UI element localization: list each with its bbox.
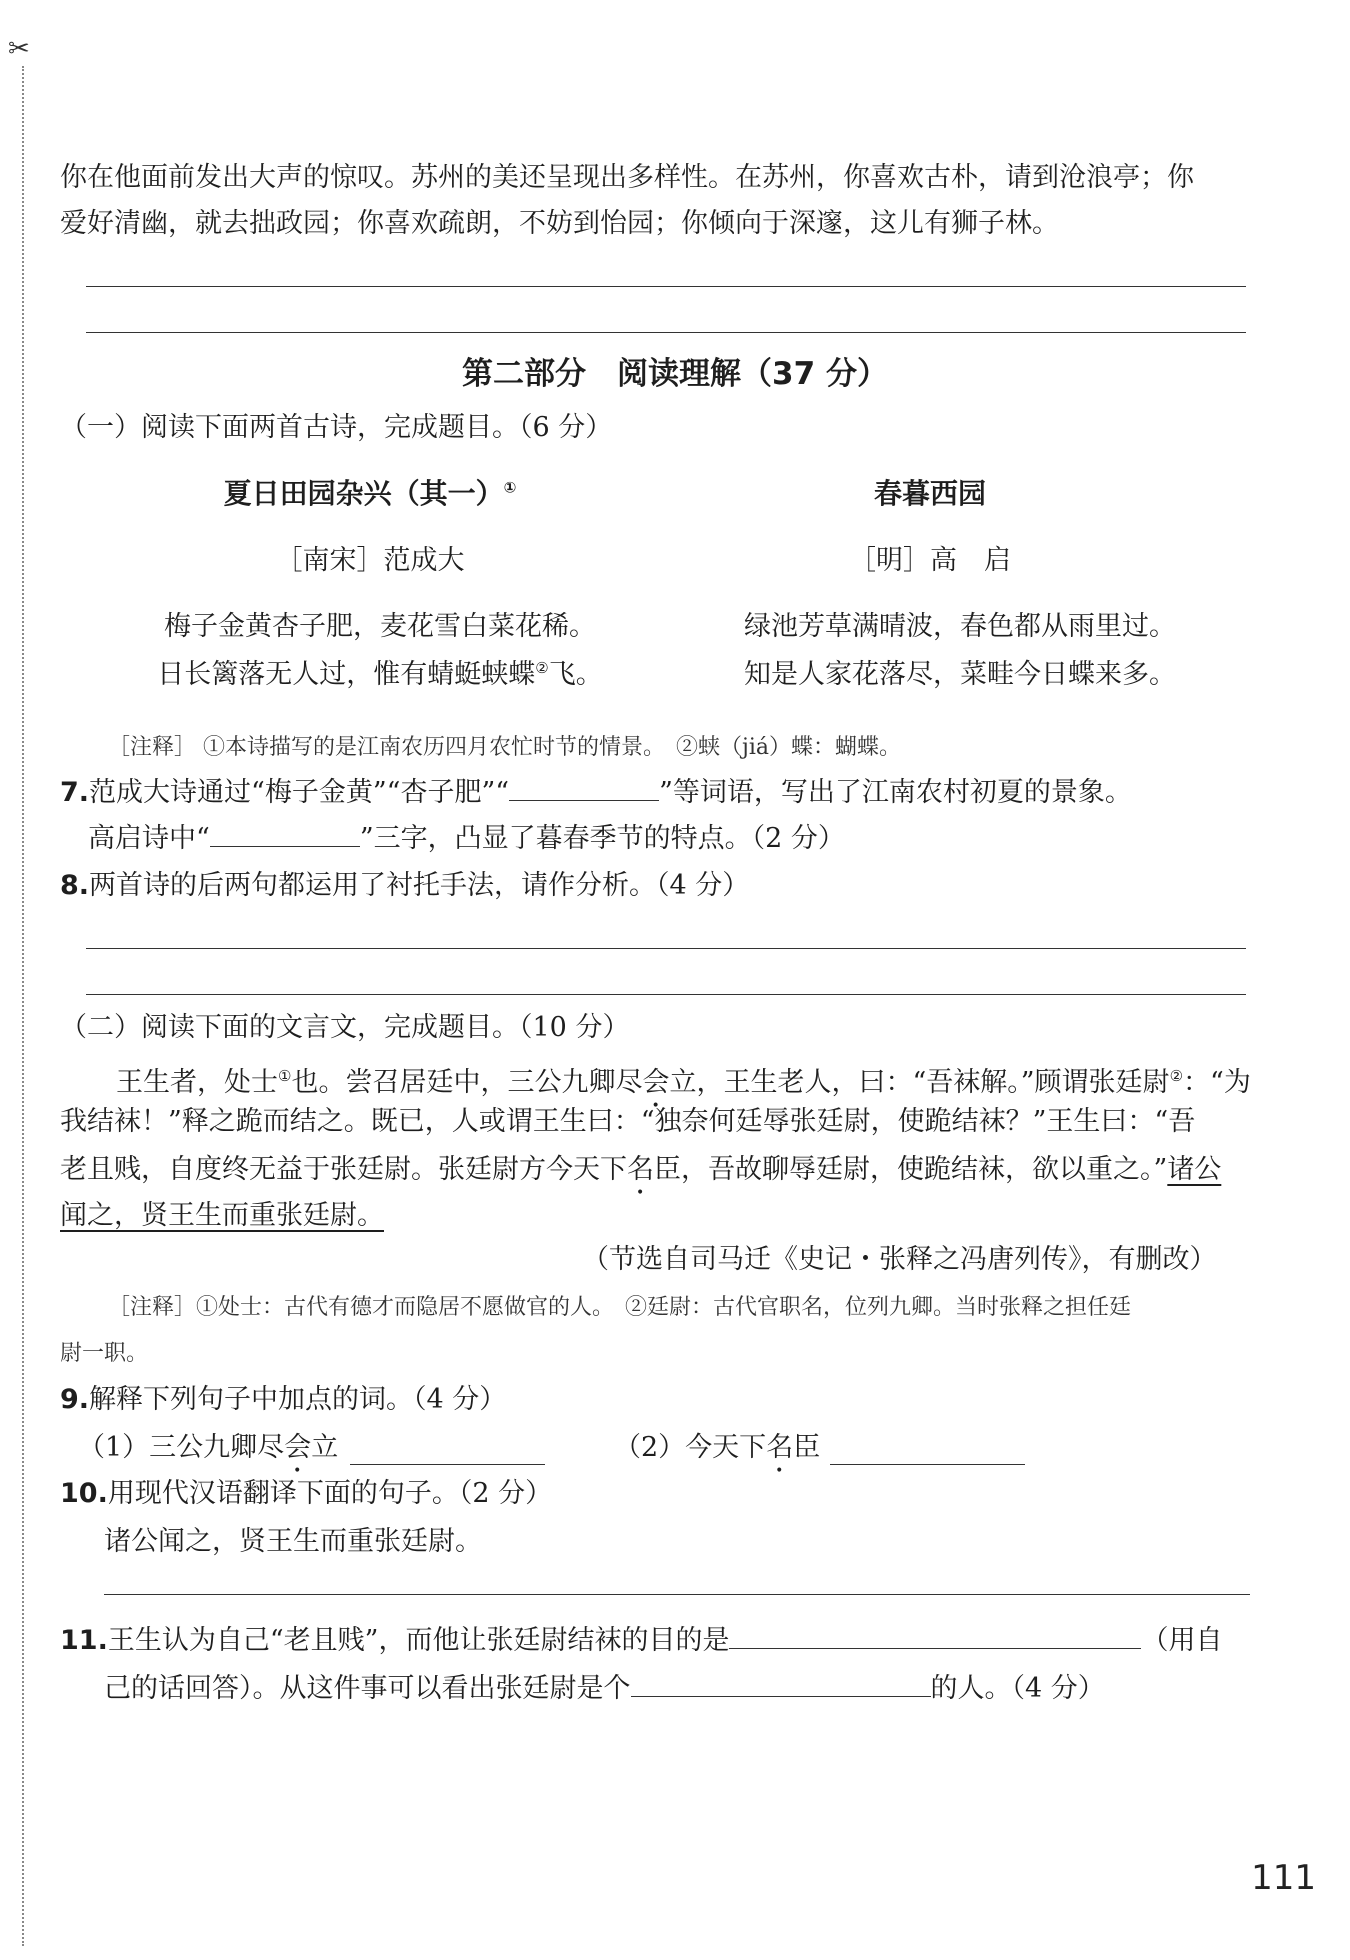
passage-line-1: 王生者，处士①也。尝召居廷中，三公九卿尽会立，王生老人，曰：“吾袜解。”顾谓张廷尉②：“为	[116, 1067, 1251, 1098]
part1-note: ［注释］ ①本诗描写的是江南农历四月农忙时节的情景。 ②蛱（jiá）蝶：蝴蝶。	[108, 735, 901, 760]
question-9: 9.解释下列句子中加点的词。（4 分）	[60, 1384, 507, 1415]
q10-number: 10.	[60, 1478, 108, 1509]
answer-line[interactable]	[86, 948, 1246, 949]
page-number: 111	[1251, 1858, 1316, 1898]
scissors-icon: ✂	[8, 34, 30, 64]
answer-line[interactable]	[86, 286, 1246, 287]
answer-line[interactable]	[86, 994, 1246, 995]
q9-blank-2[interactable]	[830, 1436, 1025, 1465]
poem1-line-2: 日长篱落无人过，惟有蜻蜓蛱蝶②飞。	[157, 659, 603, 690]
q11-blank-2[interactable]	[631, 1668, 931, 1697]
passage-line-4: 闻之，贤王生而重张廷尉。	[60, 1200, 384, 1231]
passage-line-2: 我结袜！”释之跪而结之。既已，人或谓王生曰：“独奈何廷辱张廷尉，使跪结袜？”王生曰：“吾	[60, 1106, 1196, 1137]
part2-note-2: 尉一职。	[60, 1341, 149, 1366]
q9-number: 9.	[60, 1384, 90, 1415]
passage-line-3: 老且贱，自度终无益于张廷尉。张廷尉方今天下名臣，吾故聊辱廷尉，使跪结袜，欲以重之。”诸公	[60, 1154, 1222, 1185]
q9-item-2: （2）今天下名臣	[614, 1432, 821, 1463]
intro-line-2: 爱好清幽，就去拙政园；你喜欢疏朗，不妨到怡园；你倾向于深邃，这儿有狮子林。	[60, 208, 1059, 239]
poem2-line-2: 知是人家花落尽，菜畦今日蝶来多。	[744, 659, 1176, 690]
poem1-line-1: 梅子金黄杏子肥，麦花雪白菜花稀。	[164, 611, 596, 642]
question-11: 11.王生认为自己“老且贱”，而他让张廷尉结袜的目的是 （用自	[60, 1620, 1222, 1661]
q7-number: 7.	[60, 777, 90, 808]
poem1-title: 夏日田园杂兴（其一）①	[223, 477, 517, 510]
poem2-line-1: 绿池芳草满晴波，春色都从雨里过。	[744, 611, 1176, 642]
question-7: 7.范成大诗通过“梅子金黄”“杏子肥”“ ”等词语，写出了江南农村初夏的景象。	[60, 772, 1132, 813]
question-7-cont: 高启诗中“ ”三字，凸显了暮春季节的特点。（2 分）	[88, 818, 845, 859]
part1-heading: （一）阅读下面两首古诗，完成题目。（6 分）	[60, 412, 613, 443]
question-8: 8.两首诗的后两句都运用了衬托手法，请作分析。（4 分）	[60, 870, 750, 901]
question-11-cont: 己的话回答）。从这件事可以看出张廷尉是个 的人。（4 分）	[104, 1668, 1105, 1709]
q7-blank-1[interactable]	[509, 772, 659, 801]
poem2-title: 春暮西园	[873, 477, 986, 510]
answer-line[interactable]	[104, 1594, 1250, 1595]
q9-blank-1[interactable]	[350, 1436, 545, 1465]
poem2-author: ［明］高 启	[849, 545, 1011, 576]
q11-blank-1[interactable]	[729, 1620, 1141, 1649]
answer-line[interactable]	[86, 332, 1246, 333]
q10-sentence: 诸公闻之，贤王生而重张廷尉。	[104, 1526, 482, 1557]
question-10: 10.用现代汉语翻译下面的句子。（2 分）	[60, 1478, 553, 1509]
intro-line-1: 你在他面前发出大声的惊叹。苏州的美还呈现出多样性。在苏州，你喜欢古朴，请到沧浪亭；你	[60, 162, 1194, 193]
q9-item-1: （1）三公九卿尽会立	[78, 1432, 339, 1463]
q11-number: 11.	[60, 1625, 108, 1656]
part2-note-1: ［注释］①处士：古代有德才而隐居不愿做官的人。 ②廷尉：古代官职名，位列九卿。当时张释之担任廷	[108, 1295, 1132, 1320]
q8-number: 8.	[60, 870, 90, 901]
passage-source: （节选自司马迁《史记・张释之冯唐列传》，有删改）	[582, 1244, 1217, 1275]
q7-blank-2[interactable]	[210, 818, 360, 847]
poem1-author: ［南宋］范成大	[275, 545, 465, 576]
part2-heading: （二）阅读下面的文言文，完成题目。（10 分）	[60, 1012, 630, 1043]
section-title: 第二部分 阅读理解（37 分）	[462, 356, 888, 392]
